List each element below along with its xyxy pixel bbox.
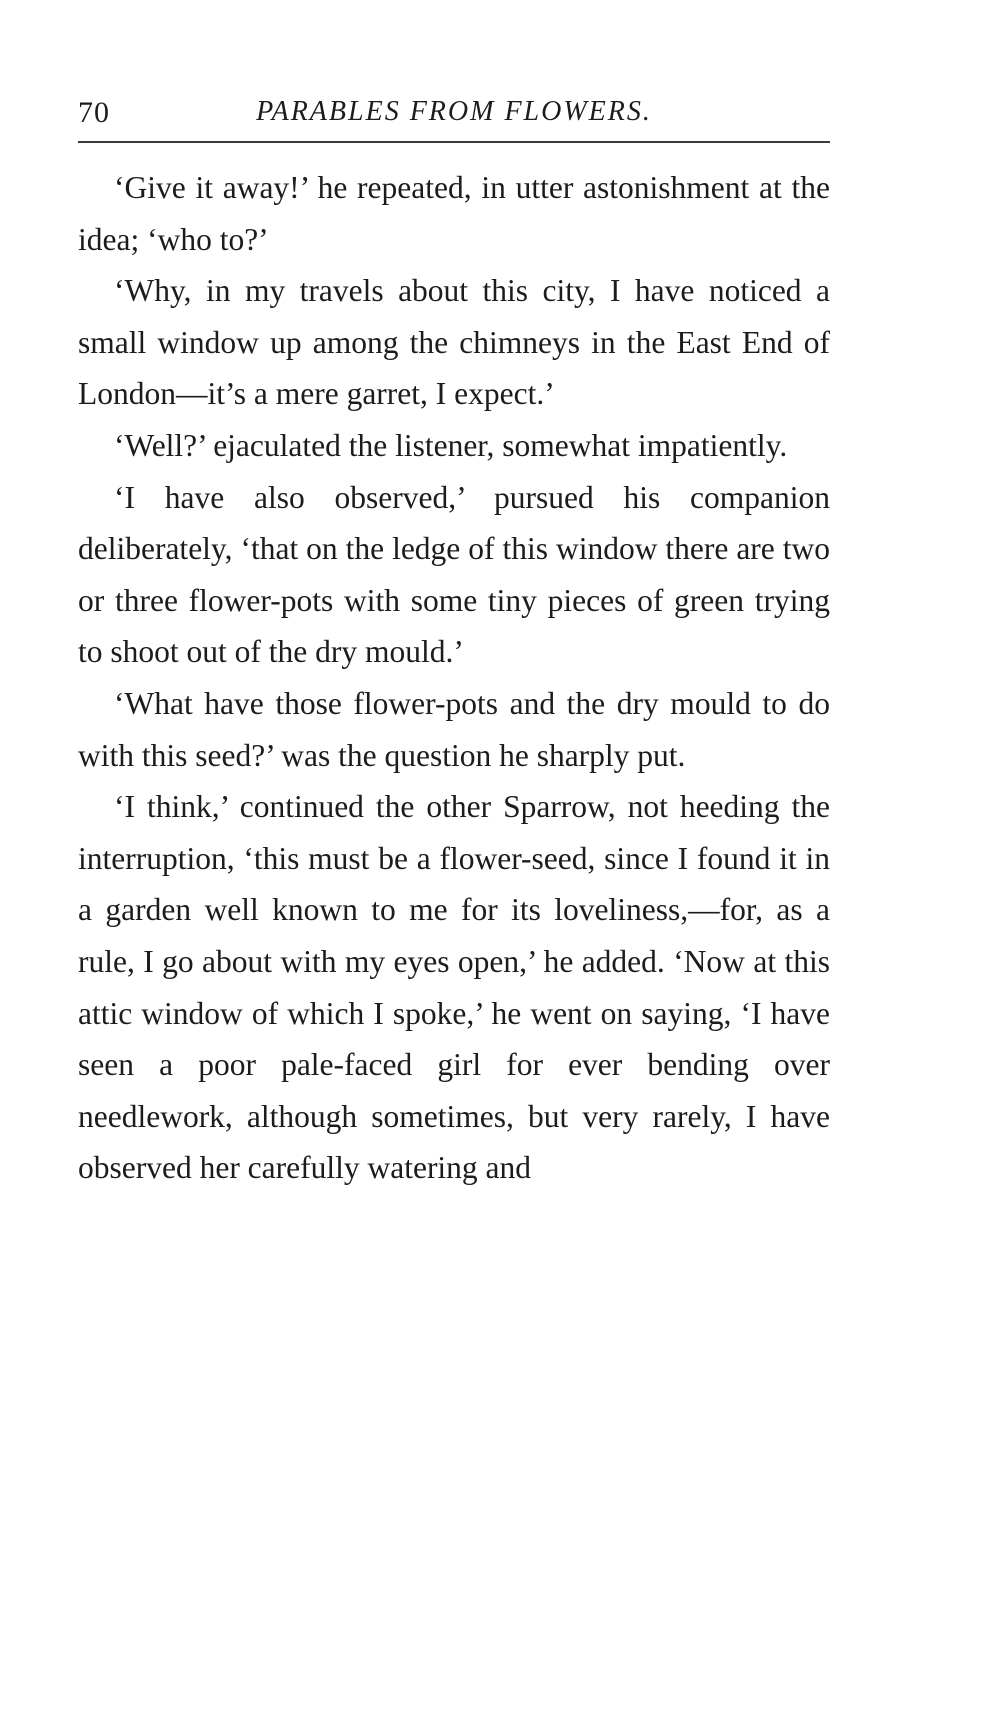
paragraph: ‘I think,’ continued the other Sparrow, not heeding the interruption, ‘this must be a flower-seed, since I found it in a garden well known to me for its loveliness,—for, as a rule, I go about with my eyes open,’ he added. ‘Now at this attic window of which I spoke,’ he went on saying, ‘I have seen a poor pale-faced girl for ever bending over needlework, although sometimes, but very rarely, I have observed her carefully watering and <box>78 789 830 1186</box>
running-title: PARABLES FROM FLOWERS. <box>256 96 652 127</box>
header-rule <box>78 141 830 143</box>
paragraph: ‘Why, in my travels about this city, I have noticed a small window up among the chimneys in the East End of London—it’s a mere garret, I expect.’ <box>78 273 830 412</box>
paragraph: ‘Well?’ ejaculated the listener, somewhat impatiently. <box>114 427 788 463</box>
paragraph: ‘What have those flower-pots and the dry mould to do with this seed?’ was the question he sharply put. <box>78 685 830 773</box>
page-header <box>78 96 830 136</box>
body-text <box>78 162 830 1194</box>
paragraph: ‘Give it away!’ he repeated, in utter astonishment at the idea; ‘who to?’ <box>78 170 830 257</box>
paragraph: ‘I have also observed,’ pursued his companion deliberately, ‘that on the ledge of this window there are two or three flower-pots with some tiny pieces of green trying to shoot out of the dry mould.’ <box>78 479 830 670</box>
page-number: 70 <box>78 96 110 129</box>
